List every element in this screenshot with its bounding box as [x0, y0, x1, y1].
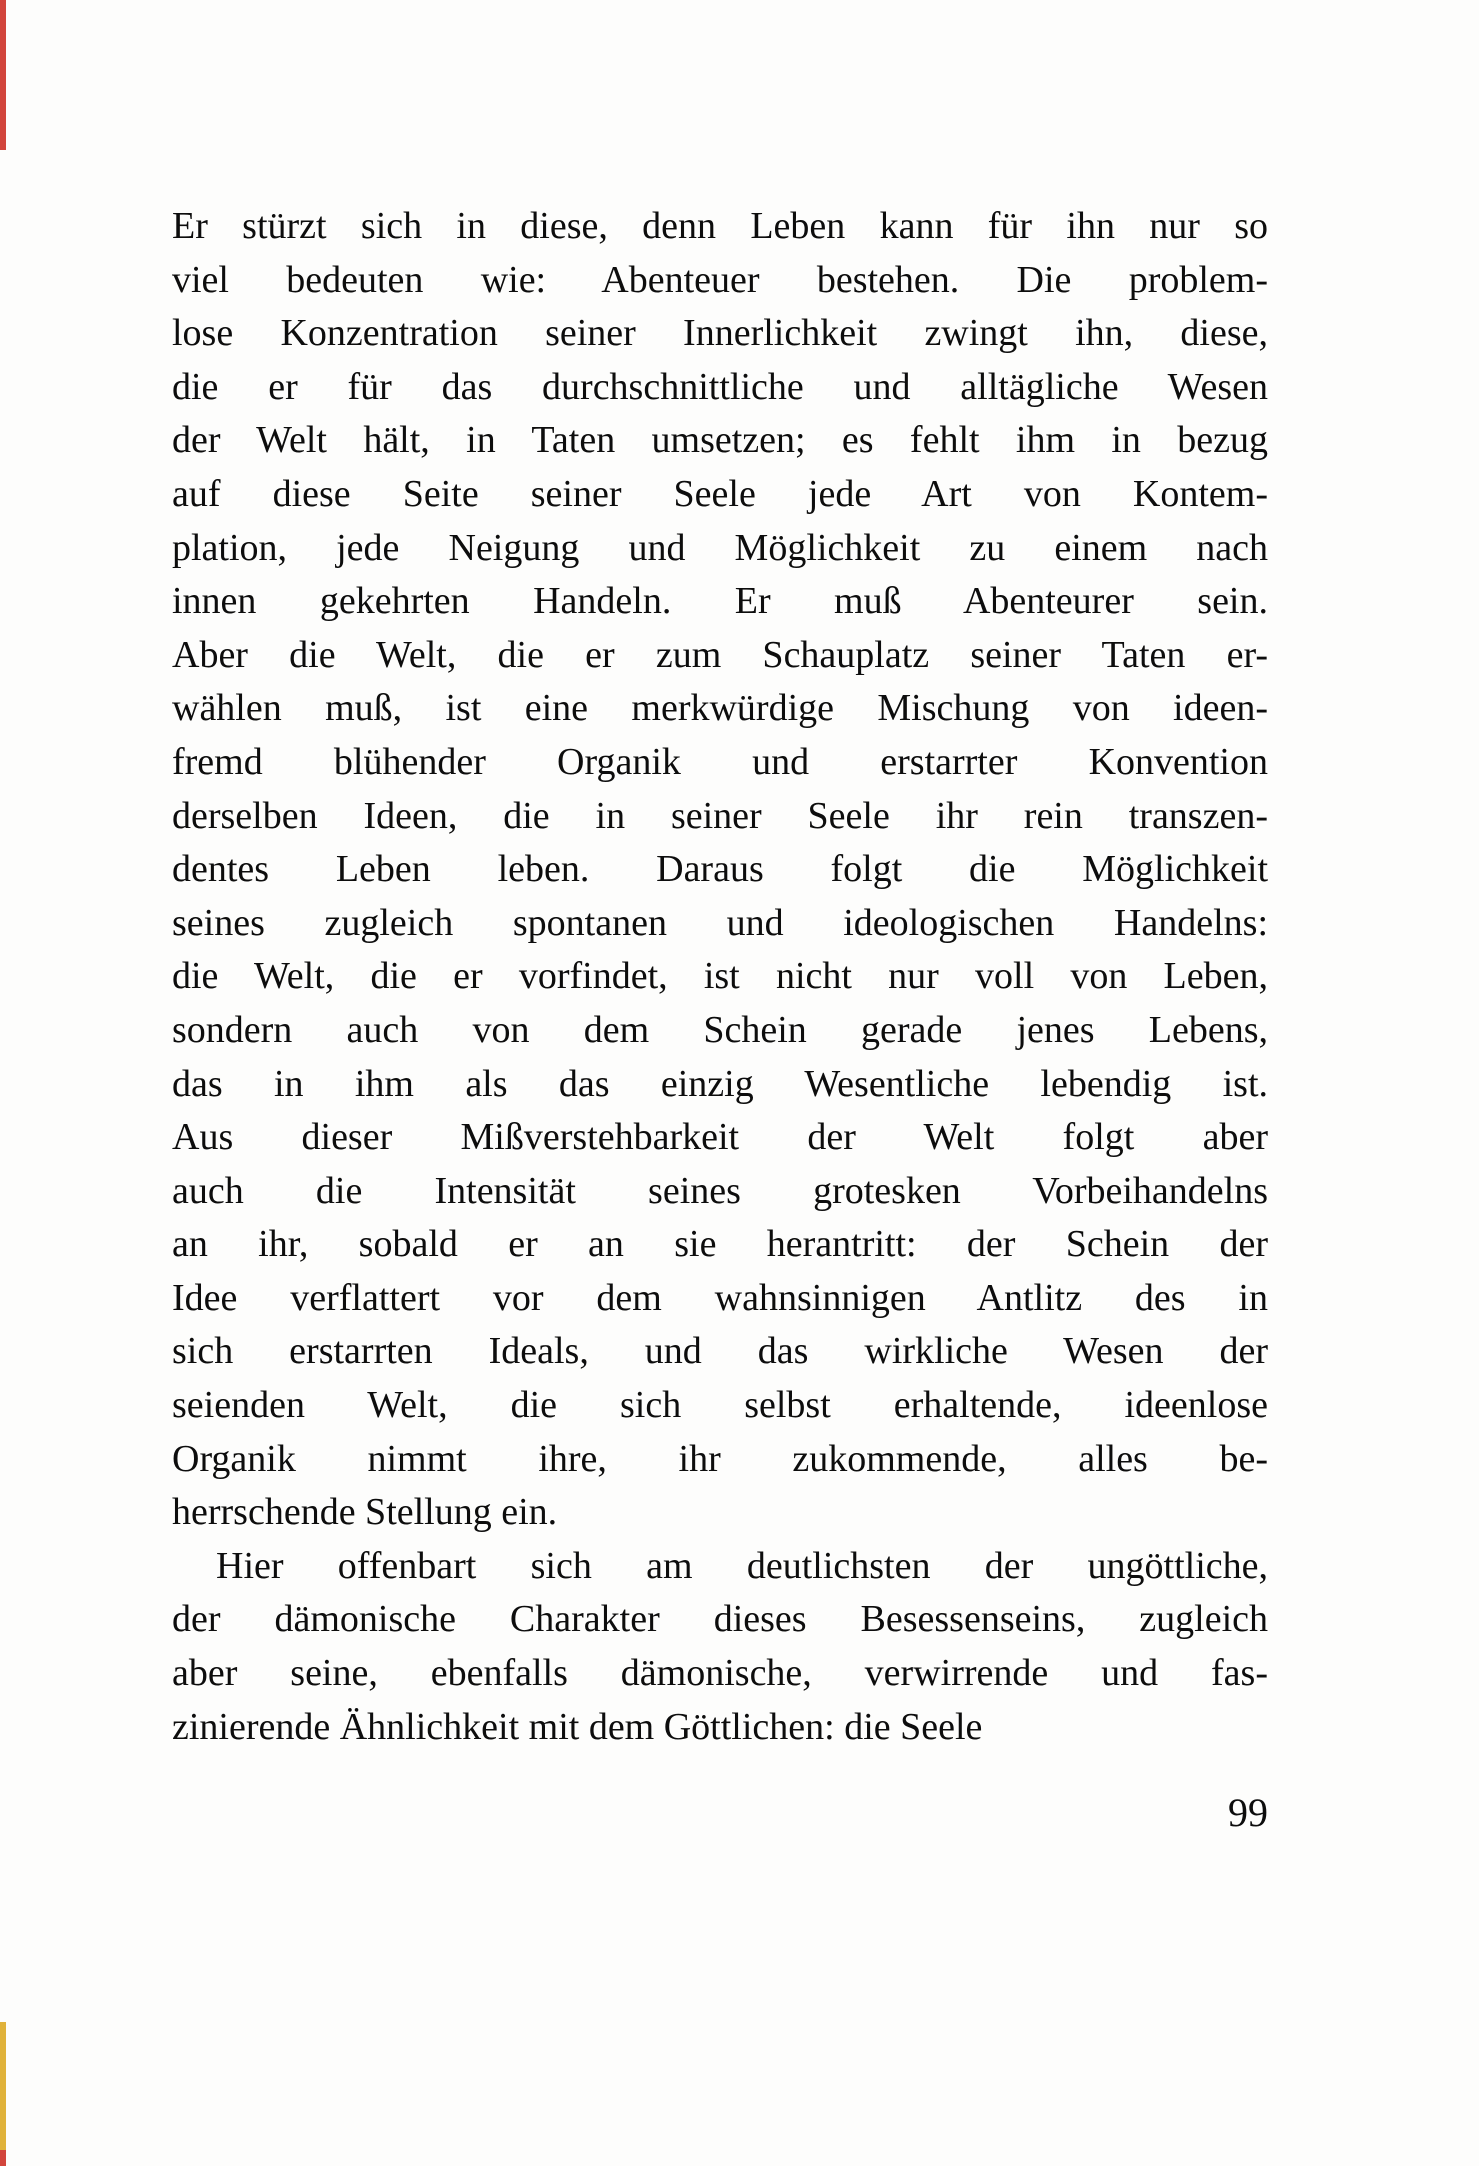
text-line: Aber die Welt, die er zum Schauplatz seiner Taten er-	[172, 633, 1268, 676]
text-line: an ihr, sobald er an sie herantritt: der Schein der	[172, 1223, 1268, 1266]
text-line: Er stürzt sich in diese, denn Leben kann für ihn nur so	[172, 205, 1268, 247]
text-line: fremd blühender Organik und erstarrter Konvention	[172, 740, 1268, 783]
text-line: lose Konzentration seiner Innerlichkeit zwingt ihn, diese,	[172, 312, 1268, 355]
scan-artifact-bottom-left-yellow	[0, 2022, 6, 2150]
text-line: Organik nimmt ihre, ihr zukommende, alles be-	[172, 1437, 1268, 1480]
text-line: Idee verflattert vor dem wahnsinnigen Antlitz des in	[172, 1276, 1268, 1319]
text-line: wählen muß, ist eine merkwürdige Mischung von ideen-	[172, 687, 1268, 730]
text-line: viel bedeuten wie: Abenteuer bestehen. Die problem-	[172, 258, 1268, 301]
text-line: das in ihm als das einzig Wesentliche lebendig ist.	[172, 1062, 1268, 1105]
text-line: sich erstarrten Ideals, und das wirkliche Wesen der	[172, 1330, 1268, 1373]
text-line: Aus dieser Mißverstehbarkeit der Welt folgt aber	[172, 1116, 1268, 1159]
text-line: aber seine, ebenfalls dämonische, verwirrende und fas-	[172, 1652, 1268, 1695]
text-line: sondern auch von dem Schein gerade jenes Lebens,	[172, 1008, 1268, 1051]
text-line: der dämonische Charakter dieses Besessenseins, zugleich	[172, 1598, 1268, 1641]
text-line: die er für das durchschnittliche und alltägliche Wesen	[172, 365, 1268, 408]
text-line: seienden Welt, die sich selbst erhaltende, ideenlose	[172, 1384, 1268, 1427]
text-line: auch die Intensität seines grotesken Vorbeihandelns	[172, 1169, 1268, 1212]
text-line: dentes Leben leben. Daraus folgt die Möglichkeit	[172, 848, 1268, 891]
text-line: innen gekehrten Handeln. Er muß Abenteurer sein.	[172, 580, 1268, 623]
text-line: zinierende Ähnlichkeit mit dem Göttlichen: die Seele	[172, 1705, 983, 1748]
scan-artifact-bottom-left-red	[0, 2150, 6, 2166]
text-line: herrschende Stellung ein.	[172, 1491, 558, 1534]
text-line: seines zugleich spontanen und ideologischen Handelns:	[172, 901, 1268, 944]
text-line: derselben Ideen, die in seiner Seele ihr rein transzen-	[172, 794, 1268, 837]
text-line: der Welt hält, in Taten umsetzen; es fehlt ihm in bezug	[172, 419, 1268, 462]
scan-artifact-top-left	[0, 0, 6, 150]
body-text	[172, 200, 1268, 1754]
page-number: 99	[1228, 1790, 1268, 1835]
text-line: plation, jede Neigung und Möglichkeit zu einem nach	[172, 526, 1268, 569]
text-line: auf diese Seite seiner Seele jede Art von Kontem-	[172, 472, 1268, 515]
text-line: die Welt, die er vorfindet, ist nicht nur voll von Leben,	[172, 955, 1268, 998]
text-line: Hier offenbart sich am deutlichsten der ungöttliche,	[216, 1544, 1268, 1587]
